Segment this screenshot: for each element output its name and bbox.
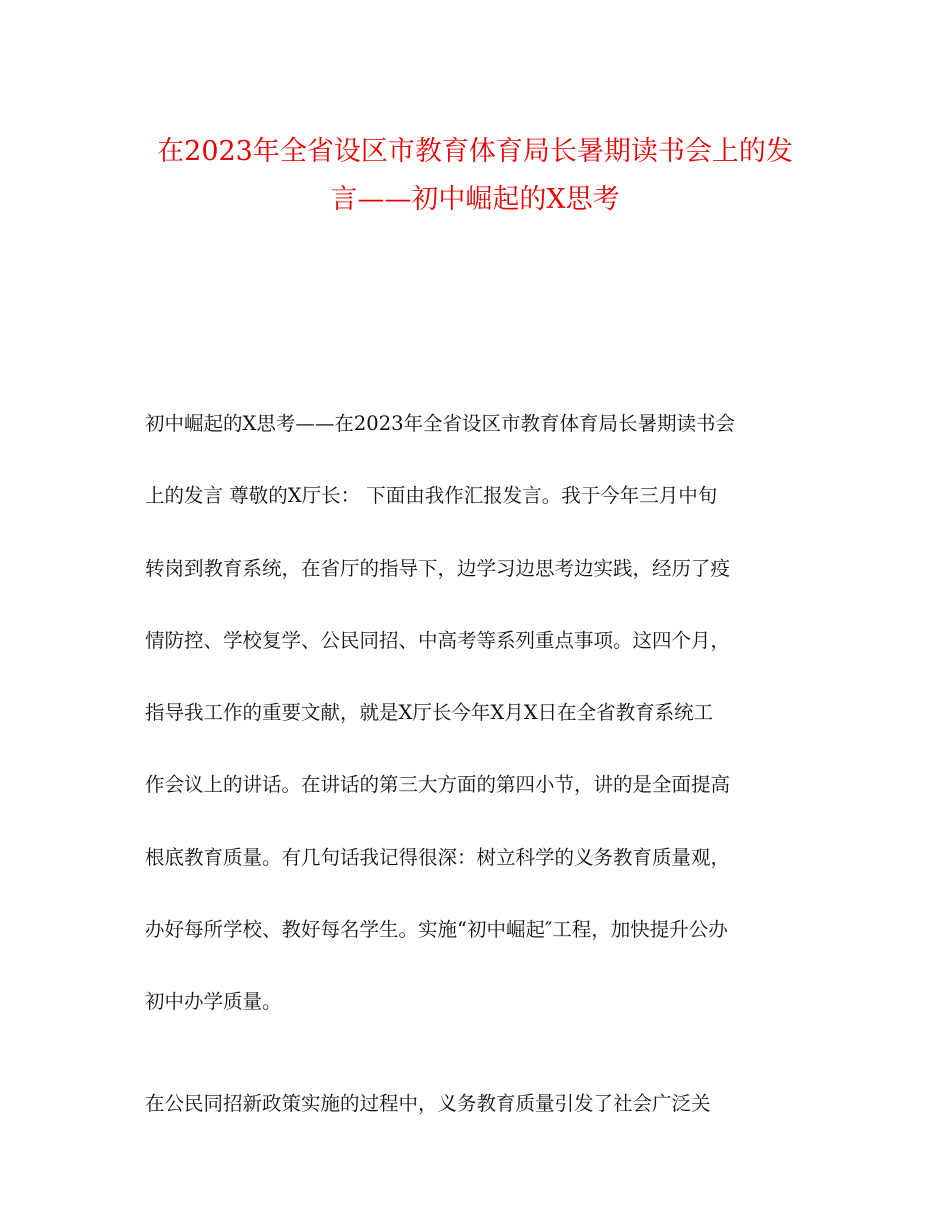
text-line: 根底教育质量。有几句话我记得很深：树立科学的义务教育质量观， xyxy=(145,845,731,869)
paragraph xyxy=(145,1080,711,1128)
text-line: 上的发言 尊敬的X厅长： 下面由我作汇报发言。我于今年三月中旬 xyxy=(145,484,718,508)
text-line: 作会议上的讲话。在讲话的第三大方面的第四小节，讲的是全面提高 xyxy=(145,773,731,797)
text-line: 办好每所学校、教好每名学生。实施“初中崛起″工程，加快提升公办 xyxy=(145,918,728,942)
text-line: 在公民同招新政策实施的过程中，义务教育质量引发了社会广泛关 xyxy=(145,1092,711,1115)
document-body xyxy=(145,400,825,1115)
title-line: 言——初中崛起的X思考 xyxy=(330,184,620,215)
text-line: 指导我工作的重要文献，就是X厅长今年X月X日在全省教育系统工 xyxy=(145,701,714,725)
paragraph xyxy=(145,400,825,1051)
text-line: 转岗到教育系统，在省厅的指导下，边学习边思考边实践，经历了疫 xyxy=(145,556,731,580)
document-title xyxy=(120,128,830,224)
text-line: 初中崛起的X思考——在2023年全省设区市教育体育局长暑期读书会 xyxy=(145,412,736,435)
text-line: 初中办学质量。 xyxy=(145,990,282,1014)
text-line: 情防控、学校复学、公民同招、中高考等系列重点事项。这四个月， xyxy=(145,628,731,652)
title-line: 在2023年全省设区市教育体育局长暑期读书会上的发 xyxy=(157,136,793,167)
